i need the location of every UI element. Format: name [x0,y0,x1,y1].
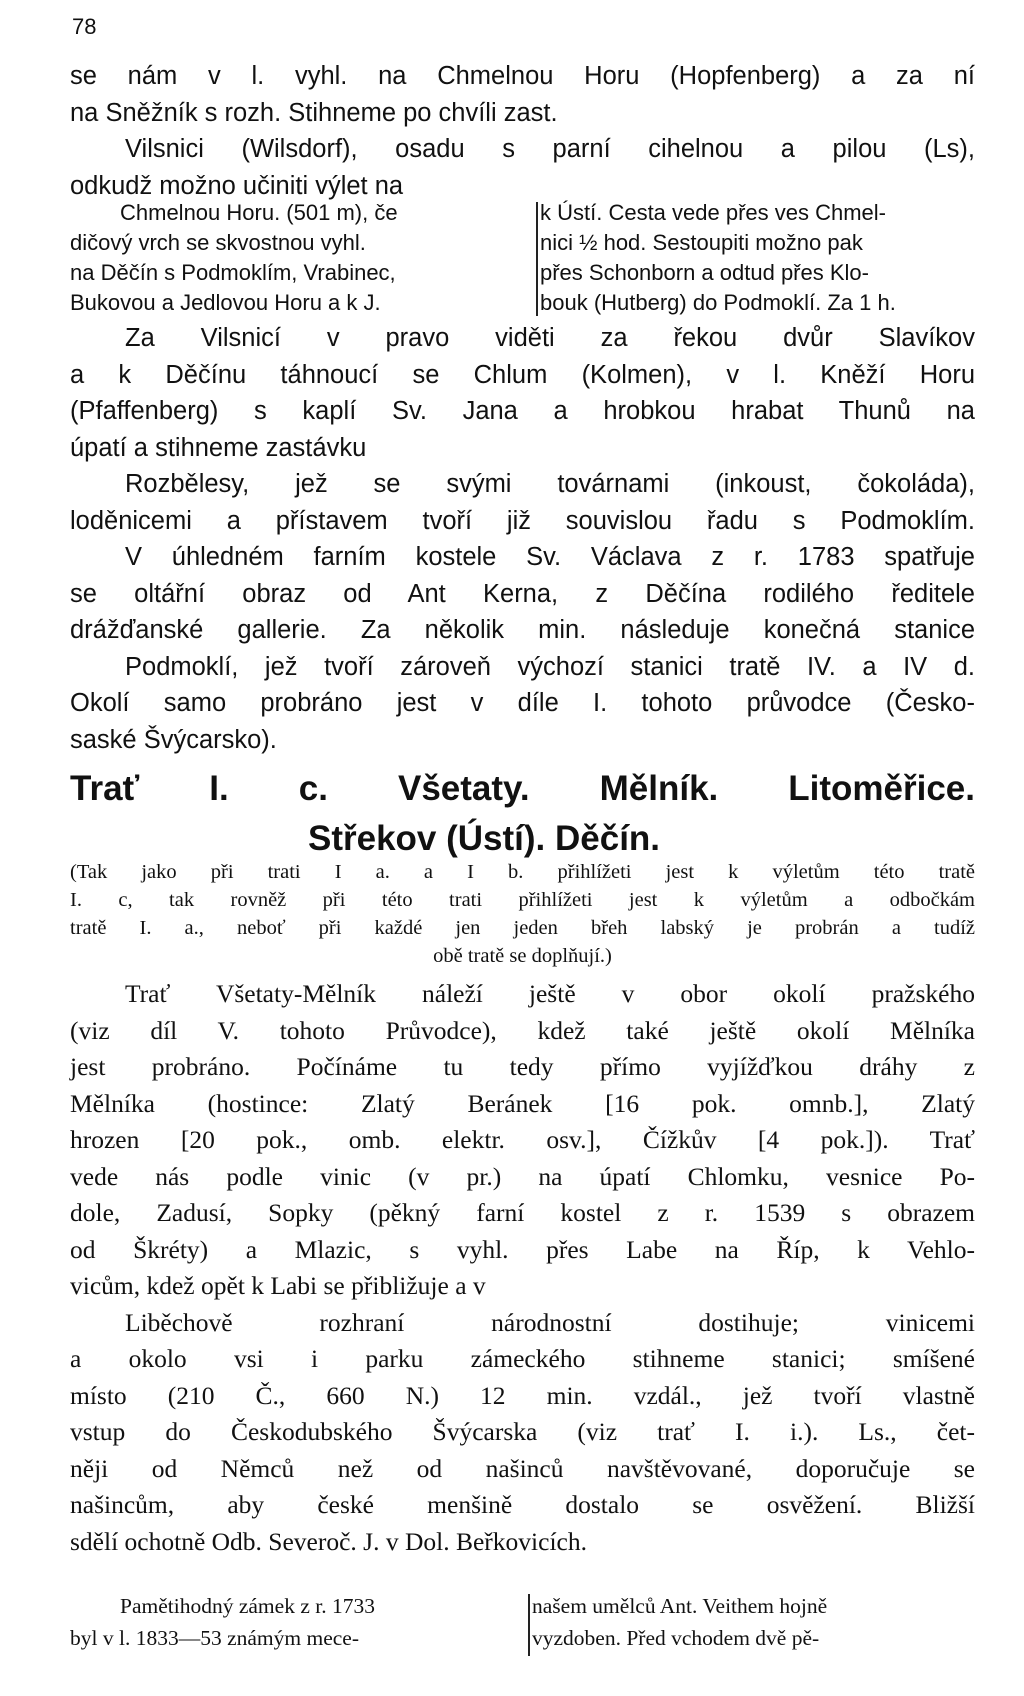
footnote-right-column [532,1590,975,1654]
text-line: na Děčín s Podmoklím, Vrabinec, [70,260,396,285]
text-line: dole, Zadusí, Sopky (pěkný farní kostel z r. 1539 s obrazem [70,1198,975,1227]
text-line: (viz díl V. tohoto Průvodce), kdež také ještě okolí Mělníka [70,1015,975,1045]
text-line: přes Schonborn a odtud přes Klo- [540,260,869,285]
text-line: nici ½ hod. Sestoupiti možno pak [540,230,863,255]
text-line: Pamětihodný zámek z r. 1733 [120,1594,375,1618]
section-heading [70,764,975,864]
text-line: loděnicemi a přístavem tvoří již souvislou řadu s Podmoklím. [70,506,975,535]
paragraph-vilsnice [70,320,975,758]
page-number: 78 [72,14,97,39]
text-line: Chmelnou Horu. (501 m), če [120,200,398,225]
text-line: a okolo vsi i parku zámeckého stihneme stanici; smíšené [70,1344,975,1373]
text-line: se nám v l. vyhl. na Chmelnou Horu (Hopfenberg) a za ní [70,62,975,90]
text-line: k Ústí. Cesta vede přes ves Chmel- [540,200,887,225]
paragraph-vsetaty-melnik [70,976,975,1560]
text-line: na Sněžník s rozh. Stihneme po chvíli zast. [70,98,558,127]
text-line: hrozen [20 pok., omb. elektr. osv.], Čížkův [4 pok.]). Trať [70,1125,975,1154]
footnote-left-column [70,1590,526,1654]
text-line: Okolí samo probráno jest v díle I. tohoto průvodce (Česko- [70,689,975,717]
heading-line: Střekov (Ústí). Děčín. [308,819,661,858]
column-divider [536,202,538,316]
text-line: tratě I. a., neboť při každé jen jeden břeh labský je probrán a tudíž [70,917,975,939]
text-line: Trať Všetaty-Mělník náleží ještě v obor okolí pražského [125,979,975,1008]
footnote-columns [70,1590,975,1660]
text-line: Za Vilsnicí v pravo viděti za řekou dvůr Slavíkov [125,324,975,352]
text-line: (Pfaffenberg) s kaplí Sv. Jana a hrobkou hrabat Thunů na [70,397,975,425]
text-line: našincům, aby české menšině dostalo se osvěžení. Bližší [70,1490,975,1519]
text-line: sdělí ochotně Odb. Severoč. J. v Dol. Beřkovicích. [70,1526,587,1556]
text-line: byl v l. 1833—53 známým mece- [70,1626,359,1650]
text-line: jest probráno. Počínáme tu tedy přímo vyjížďkou dráhy z [70,1052,975,1081]
text-line: Liběchově rozhraní národnostní dostihuje; vinicemi [125,1307,975,1337]
text-line: obě tratě se doplňují.) [433,945,612,967]
text-line: vicům, kdež opět k Labi se přibližuje a v [70,1271,486,1300]
text-line: I. c, tak rovněž při této trati přihlížeti jest k výletům a odbočkám [70,889,975,911]
text-line: (Tak jako při trati I a. a I b. přihlížeti jest k výletům této tratě [70,861,975,883]
text-line: od Škréty) a Mlazic, s vyhl. přes Labe na Říp, k Vehlo- [70,1234,975,1264]
text-line: Vilsnici (Wilsdorf), osadu s parní cihelnou a pilou (Ls), [125,135,975,163]
excursion-right-column [540,198,975,318]
text-line: vstup do Českodubského Švýcarska (viz trať I. i.). Ls., čet- [70,1417,975,1446]
text-line: drážďanské gallerie. Za několik min. následuje konečná stanice [70,616,975,644]
excursion-left-column [70,198,534,318]
text-line: bouk (Hutberg) do Podmoklí. Za 1 h. [540,290,896,315]
text-line: Bukovou a Jedlovou Horu a k J. [70,290,381,315]
text-line: se oltářní obraz od Ant Kerna, z Děčína rodilého ředitele [70,579,975,608]
text-line: a k Děčínu táhnoucí se Chlum (Kolmen), v l. Kněží Horu [70,360,975,389]
text-line: vede nás podle vinic (v pr.) na úpatí Chlomku, vesnice Po- [70,1161,975,1191]
column-divider [528,1594,530,1656]
text-line: našem umělců Ant. Veithem hojně [532,1594,828,1618]
text-line: Mělníka (hostince: Zlatý Beránek [16 pok. omnb.], Zlatý [70,1088,975,1118]
text-line: saské Švýcarsko). [70,725,277,754]
text-line: Rozbělesy, jež se svými továrnami (inkoust, čokoláda), [125,470,975,498]
text-line: úpatí a stihneme zastávku [70,433,367,462]
heading-line: Trať I. c. Všetaty. Mělník. Litoměřice. [70,769,975,808]
text-line: něji od Němců než od našinců navštěvované, doporučuje se [70,1453,975,1483]
text-line: vyzdoben. Před vchodem dvě pě- [532,1626,820,1650]
text-line: Podmoklí, jež tvoří zároveň výchozí stanici tratě IV. a IV d. [125,652,975,681]
text-line: odkudž možno učiniti výlet na [70,171,404,200]
text-line: dičový vrch se skvostnou vyhl. [70,230,366,255]
paragraph-intro [70,58,975,204]
text-line: V úhledném farním kostele Sv. Václava z r. 1783 spatřuje [125,543,975,571]
route-note [70,858,975,970]
text-line: místo (210 Č., 660 N.) 12 min. vzdál., jež tvoří vlastně [70,1380,975,1410]
excursion-columns [70,198,975,320]
